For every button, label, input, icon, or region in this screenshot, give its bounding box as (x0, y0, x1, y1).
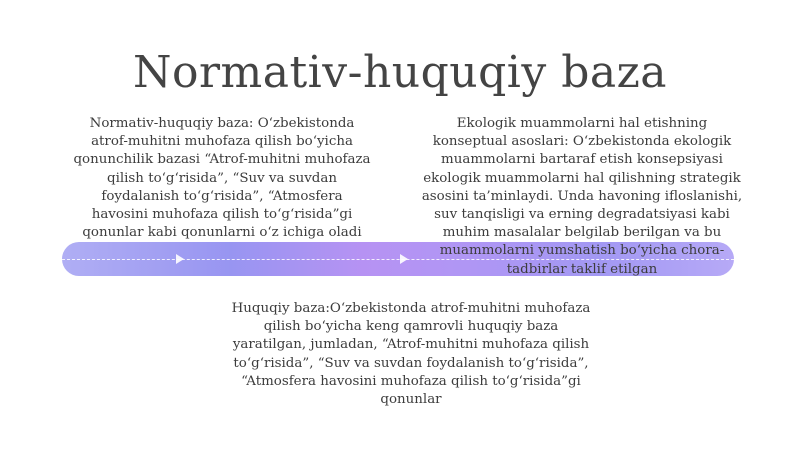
arrow-right-icon (176, 254, 184, 264)
text-block-normative-base: Normativ-huquqiy baza: O‘zbekistonda atrof-muhitni muhofaza qilish bo‘yicha qonunchilik bazasi “Atrof-muhitni muhofaza qilish to‘g‘risida”, “Suv va suvdan foydalanish to‘g‘risida”, “Atmosfera havosini muhofaza qilish to‘g‘risida”gi qonunlar kabi qonunlarni o‘z ichiga oladi (73, 116, 371, 241)
arrow-right-icon (400, 254, 408, 264)
text-block-legal-base: Huquqiy baza:O‘zbekistonda atrof-muhitni muhofaza qilish bo‘yicha keng qamrovli huquqiy baza yaratilgan, jumladan, “Atrof-muhitni muhofaza qilish to‘g‘risida”, “Suv va suvdan foydalanish to‘g‘risida”, “Atmosfera havosini muhofaza qilish to‘g‘risida”gi qonunlar (231, 301, 591, 408)
slide-title: Normativ-huquqiy baza (132, 47, 668, 99)
text-block-conceptual-basis: Ekologik muammolarni hal etishning konseptual asoslari: O‘zbekistonda ekologik muammolarni bartaraf etish konsepsiyasi ekologik muammolarni hal qilishning strategik asosini ta’minlaydi. Unda havoning ifloslanishi, suv tanqisligi va erning degradatsiyasi kabi muhim masalalar belgilab berilgan va bu muammolarni yumshatish bo‘yicha chora-tadbirlar taklif etilgan (421, 116, 743, 277)
